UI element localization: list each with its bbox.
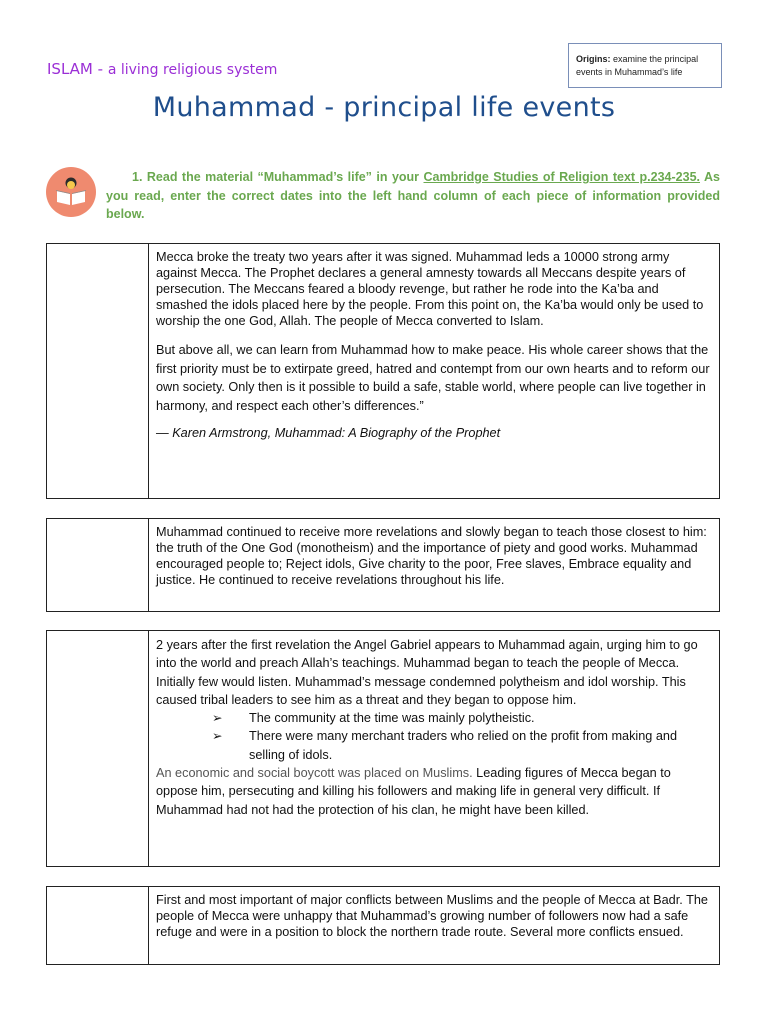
- instruction-number: 1.: [132, 170, 143, 184]
- instruction-rest: As you read, enter the correct dates into the left hand column of each piece of information provided below.: [106, 170, 720, 221]
- instruction-text: [106, 168, 720, 224]
- bullet-list: [156, 709, 713, 764]
- list-item: [156, 727, 713, 764]
- list-item: [156, 709, 713, 727]
- boycott-sentence: An economic and social boycott was placed on Muslims.: [156, 766, 473, 781]
- quote-citation: — Karen Armstrong, Muhammad: A Biography of the Prophet: [156, 426, 501, 440]
- event-paragraph-3-continued: [156, 764, 713, 819]
- course-heading: [47, 60, 277, 78]
- event-table-4: [46, 886, 720, 965]
- origins-label: Origins:: [576, 54, 611, 64]
- event-text-cell-3: [149, 631, 719, 866]
- event-table-3: [46, 630, 720, 867]
- date-cell-4[interactable]: [47, 887, 149, 964]
- course-heading-sub: a living religious system: [107, 62, 278, 78]
- event-paragraph-4: First and most important of major conflicts between Muslims and the people of Mecca at Badr. The people of Mecca were unhappy that Muhammad’s growing number of followers now had a safe refuge and were in a position to block the northern trade route. Several more conflicts ensued.: [156, 893, 708, 939]
- event-table-1: [46, 243, 720, 499]
- origins-text: examine the principal events in Muhammad’s life: [576, 54, 699, 77]
- event-text-cell-4: [149, 887, 719, 964]
- arrow-bullet-icon: ➢: [212, 729, 223, 744]
- arrow-bullet-icon: ➢: [212, 711, 223, 726]
- bullet-text: There were many merchant traders who relied on the profit from making and selling of idols.: [249, 729, 678, 762]
- armstrong-quote: But above all, we can learn from Muhammad how to make peace. His whole career shows that the first priority must be to extirpate greed, hatred and contempt from our own hearts and to reform our own society. Only then is it possible to build a safe, stable world, where people can live together in harmony, and respect each other’s differences.”: [156, 343, 710, 413]
- course-heading-main: ISLAM -: [47, 60, 104, 78]
- event-text-cell-2: [149, 519, 719, 611]
- textbook-reference-link[interactable]: Cambridge Studies of Religion text p.234-235.: [423, 170, 700, 184]
- bullet-text: The community at the time was mainly polytheistic.: [249, 711, 535, 726]
- reading-book-icon: [46, 167, 96, 217]
- date-cell-3[interactable]: [47, 631, 149, 866]
- event-paragraph-2: Muhammad continued to receive more revelations and slowly began to teach those closest to him: the truth of the One God (monotheism) and the importance of piety and good works. Muhammad encouraged people to; Reject idols, Give charity to the poor, Free slaves, Embrace equality and justice. He continued to receive revelations throughout his life.: [156, 525, 707, 587]
- event-text-cell-1: [149, 244, 719, 498]
- page-title: Muhammad - principal life events: [152, 92, 616, 123]
- date-cell-2[interactable]: [47, 519, 149, 611]
- origins-box: [568, 43, 722, 88]
- boycott-followup: Leading figures of Mecca began to oppose him, persecuting and killing his followers and making life in general very difficult. If Muhammad had not had the protection of his clan, he might have been killed.: [156, 766, 671, 817]
- date-cell-1[interactable]: [47, 244, 149, 498]
- event-paragraph-1: Mecca broke the treaty two years after it was signed. Muhammad leds a 10000 strong army against Mecca. The Prophet declares a general amnesty towards all Meccans despite years of persecution. The Meccans feared a bloody revenge, but rather he rode into the Ka’ba and smashed the idols placed here by the people. From this point on, the Ka’ba would only be used to worship the one God, Allah. The people of Mecca converted to Islam.: [156, 250, 704, 328]
- event-table-2: [46, 518, 720, 612]
- instruction-intro: Read the material “Muhammad’s life” in your: [146, 170, 420, 184]
- event-paragraph-3: 2 years after the first revelation the Angel Gabriel appears to Muhammad again, urging him to go into the world and preach Allah’s teachings. Muhammad began to teach the people of Mecca. Initially few would listen. Muhammad’s message condemned polytheism and idol worship. This caused tribal leaders to see him as a threat and they began to oppose him.: [156, 638, 698, 707]
